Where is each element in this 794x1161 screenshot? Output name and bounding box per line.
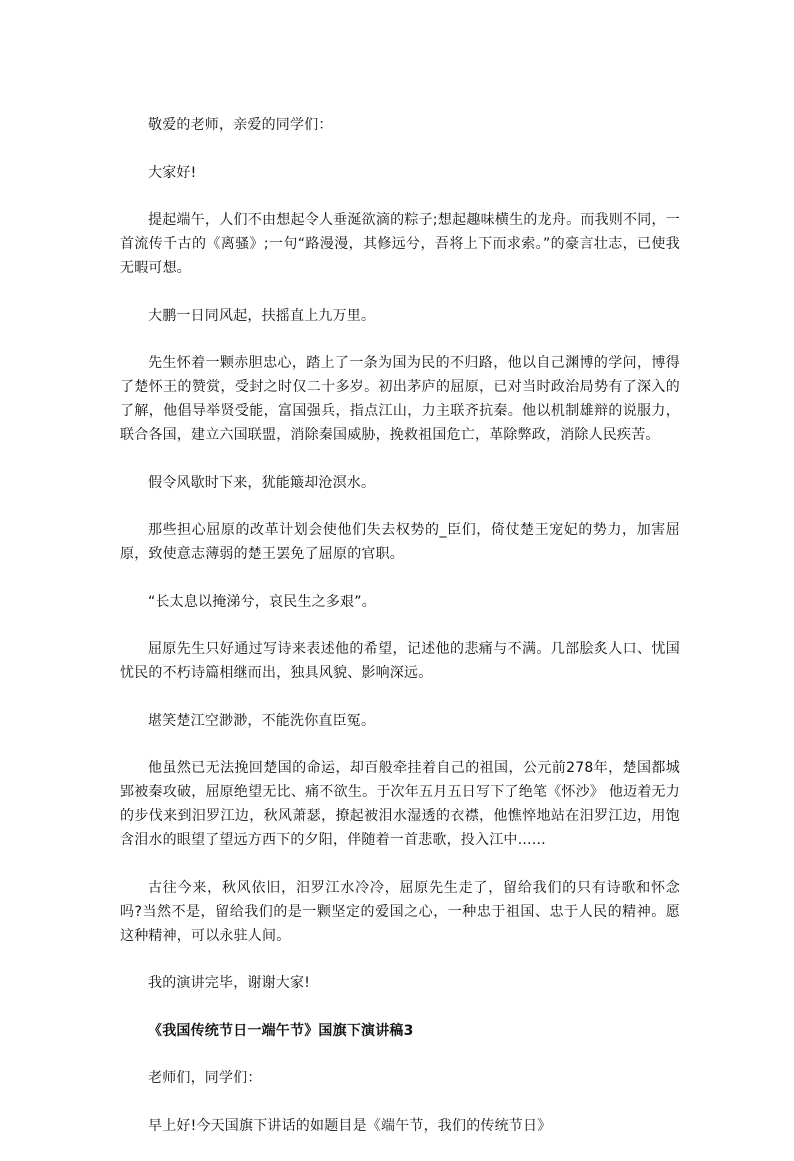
salutation-2: 老师们，同学们： <box>148 1070 262 1086</box>
poem-line-1: 大鹏一日同风起，扶摇直上九万里。 <box>148 307 376 324</box>
salutation: 敬爱的老师，亲爱的同学们： <box>148 117 333 133</box>
poem-line-3: 堪笑楚江空渺渺，不能洗你直臣冤。 <box>148 712 376 729</box>
paragraph-intro: 提起端午，人们不由想起令人垂涎欲滴的粽子;想起趣味横生的龙舟。而我则不同，一首流传千古的《离骚》;一句“路漫漫，其修远兮，吾将上下而求索。”的豪言壮志，已使我无暇可想。 <box>120 212 680 276</box>
paragraph-huai-sha: 他虽然已无法挽回楚国的命运，却百般牵挂着自己的祖国，公元前278年，楚国都城郢被秦攻破，屈原绝望无比、痛不欲生。于次年五月五日写下了绝笔《怀沙》 他迈着无力的步伐来到汨罗江边，秋风萧瑟，撩起被泪水湿透的衣襟，他憔悴地站在汨罗江边，用饱含泪水的眼望了望远方西下的夕阳，伴随着一首悲歌，投入江中…… <box>120 760 680 848</box>
paragraph-dismissal: 那些担心屈原的改革计划会使他们失去权势的_臣们，倚仗楚王宠妃的势力，加害屈原，致使意志薄弱的楚王罢免了屈原的官职。 <box>120 522 680 562</box>
paragraph-qu-yuan-career: 先生怀着一颗赤胆忠心，踏上了一条为国为民的不归路，他以自己渊博的学问，博得了楚怀王的赞赏，受封之时仅二十多岁。初出茅庐的屈原，已对当时政治局势有了深入的了解，他倡导举贤受能，富国强兵，指点江山，力主联齐抗秦。他以机制雄辩的说服力，联合各国，建立六国联盟，消除秦国威胁，挽救祖国危亡，革除弊政，消除人民疾苦。 <box>120 355 680 443</box>
document-body <box>120 113 680 1161</box>
opening-line: 早上好!今天国旗下讲话的如题目是《端午节，我们的传统节日》 <box>148 1117 552 1134</box>
poem-line-2: 假令风歇时下来，犹能簸却沧溟水。 <box>148 474 376 491</box>
quote-line: “长太息以掩涕兮，哀民生之多艰”。 <box>148 593 376 610</box>
closing-line: 我的演讲完毕，谢谢大家! <box>148 975 311 991</box>
speech-heading: 《我国传统节日一端午节》国旗下演讲稿3 <box>148 1022 414 1039</box>
paragraph-legacy: 古往今来，秋风依旧，汨罗江水冷冷，屈原先生走了，留给我们的只有诗歌和怀念吗?当然不是，留给我们的是一颗坚定的爱国之心，一种忠于祖国、忠于人民的精神。愿这种精神，可以永驻人间。 <box>120 879 680 944</box>
paragraph-poetry: 屈原先生只好通过写诗来表述他的希望，记述他的悲痛与不满。几部脍炙人口、忧国忧民的不朽诗篇相继而出，独具风貌、影响深远。 <box>120 641 680 681</box>
greeting: 大家好! <box>148 164 197 181</box>
